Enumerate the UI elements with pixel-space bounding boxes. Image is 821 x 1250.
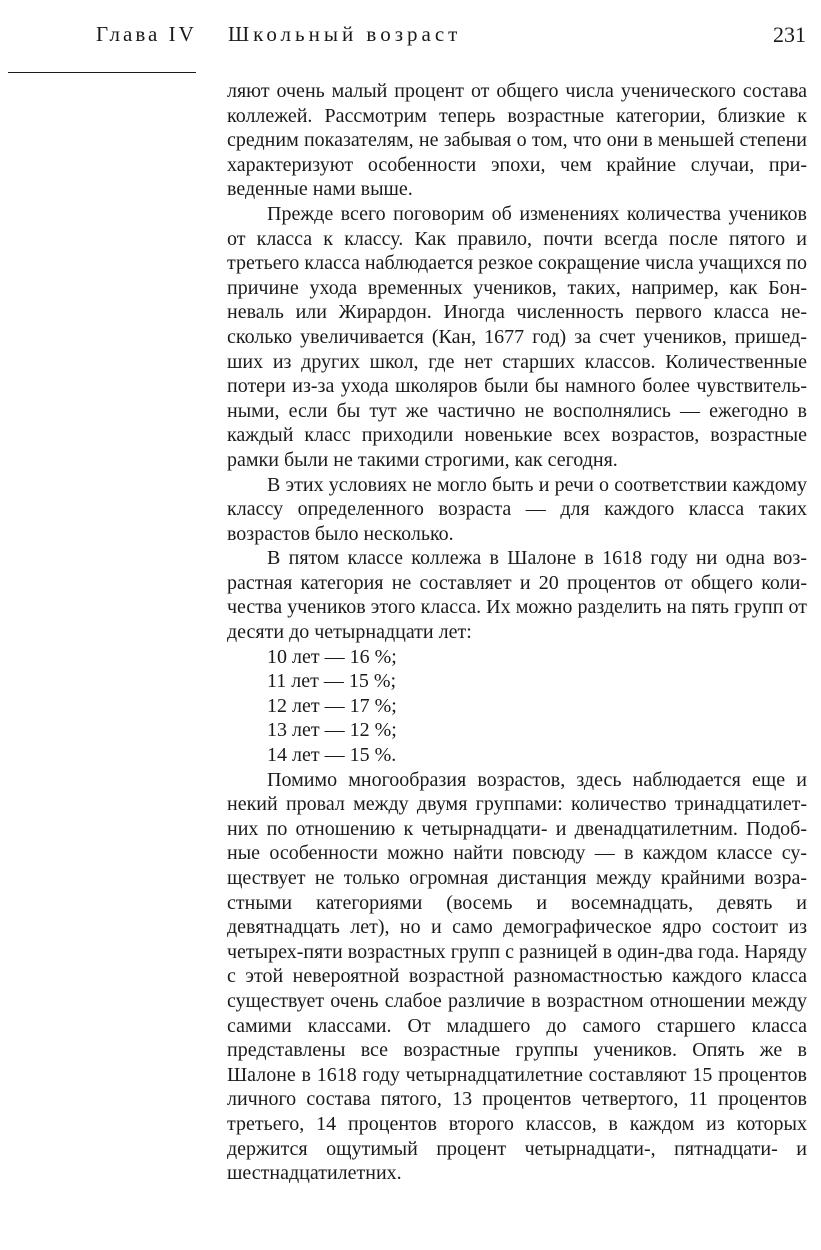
paragraph-continuation: ляют очень малый процент от общего числа ученического состава коллежей. Рассмотрим теперь возрастные категории, близкие к средним показателям, не забывая о том, что они в меньшей степени характеризуют особенности эпохи, чем крайние случаи, приведенные нами выше.: [227, 80, 807, 201]
list-item: 14 лет — 15 %.: [267, 744, 397, 767]
paragraph: В этих условиях не могло быть и речи о соответствии каждому классу определенного возраста — для каждого класса таких возрастов было несколько.: [227, 473, 807, 545]
paragraph: В пятом классе коллежа в Шалоне в 1618 году ни одна возрастная категория не составляет и 20 процентов от общего количества учеников этого класса. Их можно разделить на пять групп от десяти до четырнадцати лет:: [227, 547, 807, 644]
body-text: [227, 79, 807, 1186]
header-rule: [8, 72, 196, 73]
list-item: 10 лет — 16 %;: [267, 645, 397, 668]
list-item: 13 лет — 12 %;: [267, 719, 397, 742]
list-item: 12 лет — 17 %;: [267, 694, 397, 717]
chapter-label: Глава IV: [96, 22, 197, 46]
page-number: 231: [773, 22, 806, 47]
running-head: [0, 22, 806, 56]
paragraph: Помимо многообразия возрастов, здесь наблюдается еще и некий провал между двумя группами: количество тринадцатилетних по отношению к четырнадцати- и двенадцатилетним. Подобные особенности можно найти повсюду — в каждом классе существует не только огромная дистанция между крайними возрастными категориями (восемь и восемнадцать, девять и девятнадцать лет), но и само демографическое ядро состоит из четырех-пяти возрастных групп с разницей в один-два года. Наряду с этой невероятной возрастной разномастностью каждого класса существует очень слабое различие в возрастном отношении между самими классами. От младшего до самого старшего класса представлены все возрастные группы учеников. Опять же в Шалоне в 1618 году четырнадцатилетние составляют 15 процентов личного состава пятого, 13 процентов четвертого, 11 процентов третьего, 14 процентов второго классов, в каждом из которых держится ощутимый процент четырнадцати-, пятнадцати- и шестнадцатилетних.: [227, 768, 807, 1185]
chapter-title: Школьный возраст: [228, 22, 462, 46]
age-distribution-list: [227, 645, 807, 768]
list-item: 11 лет — 15 %;: [267, 670, 397, 693]
paragraph: Прежде всего поговорим об изменениях количества учеников от класса к классу. Как правило, почти всегда после пятого и третьего класса наблюдается резкое сокращение числа учащихся по причине ухода временных учеников, таких, например, как Бонневаль или Жирардон. Иногда численность первого класса несколько увеличивается (Кан, 1677 год) за счет учеников, пришедших из других школ, где нет старших классов. Количественные потери из-за ухода школяров были бы намного более чувствительными, если бы тут же частично не восполнялись — ежегодно в каждый класс приходили новенькие всех возрастов, возрастные рамки были не такими строгими, как сегодня.: [227, 202, 807, 471]
